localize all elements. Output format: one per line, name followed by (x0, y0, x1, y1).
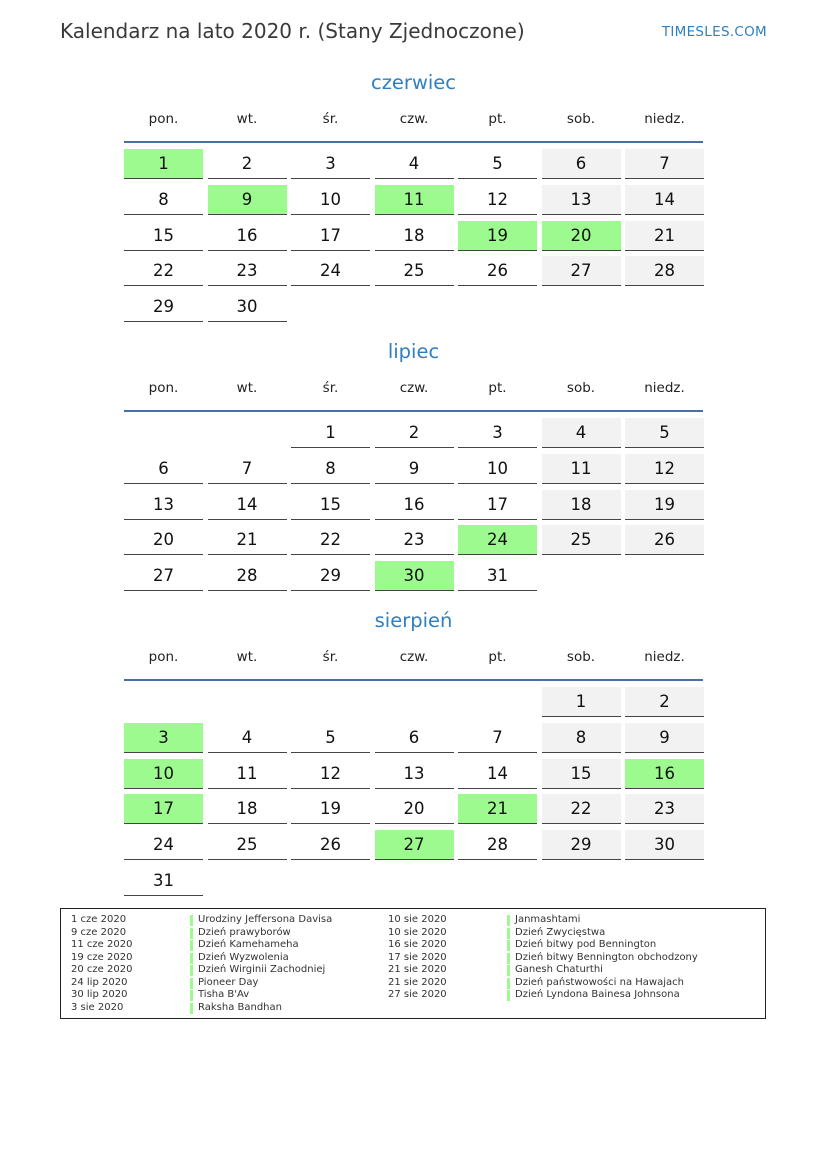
legend-color-marker (190, 978, 193, 989)
day-cell: 25 (375, 256, 454, 286)
holiday-day-cell: 27 (375, 830, 454, 860)
day-cell: 23 (625, 794, 704, 824)
day-cell: 28 (625, 256, 704, 286)
day-cell: 26 (291, 830, 370, 860)
weekday-label: pt. (488, 380, 507, 396)
weekday-label: niedz. (644, 380, 685, 396)
day-cell: 11 (542, 454, 621, 484)
weekday-label: pon. (148, 111, 179, 127)
legend-color-marker (190, 940, 193, 951)
day-cell: 20 (375, 794, 454, 824)
legend-color-marker (190, 928, 193, 939)
legend-date: 17 sie 2020 (388, 951, 447, 963)
brand-link[interactable]: TIMESLES.COM (661, 24, 767, 40)
legend-date: 11 cze 2020 (71, 939, 133, 950)
day-cell: 14 (625, 185, 704, 215)
day-cell: 14 (208, 490, 287, 520)
day-cell: 30 (625, 830, 704, 860)
legend-date: 10 sie 2020 (388, 926, 447, 938)
legend-holiday-name: Dzień Wirginii Zachodniej (198, 964, 326, 975)
day-cell: 27 (542, 256, 621, 286)
day-cell: 17 (458, 490, 537, 520)
day-cell: 22 (291, 525, 370, 555)
legend-holiday-name: Dzień Zwycięstwa (515, 926, 606, 938)
legend-holiday-name: Dzień bitwy Bennington obchodzony (515, 951, 698, 963)
day-cell: 24 (124, 830, 203, 860)
day-cell: 30 (208, 292, 287, 322)
page-title: Kalendarz na lato 2020 r. (Stany Zjednoczone) (60, 19, 525, 43)
legend-holiday-name: Dzień państwowości na Hawajach (515, 976, 684, 988)
day-cell: 29 (542, 830, 621, 860)
day-cell: 18 (542, 490, 621, 520)
day-cell: 17 (291, 221, 370, 251)
holiday-day-cell: 30 (375, 561, 454, 591)
weekday-header-row (124, 643, 703, 681)
legend-date: 24 lip 2020 (71, 976, 128, 988)
holiday-legend (60, 908, 766, 1019)
legend-holiday-name: Raksha Bandhan (198, 1001, 282, 1013)
weekday-label: niedz. (644, 111, 685, 127)
legend-color-marker (507, 965, 510, 976)
day-cell: 22 (542, 794, 621, 824)
legend-color-marker (507, 978, 510, 989)
legend-holiday-name: Dzień Kamehameha (198, 939, 299, 950)
day-cell: 12 (458, 185, 537, 215)
day-cell: 13 (542, 185, 621, 215)
weekday-label: pt. (488, 111, 507, 127)
day-cell: 11 (208, 759, 287, 789)
day-cell: 8 (124, 185, 203, 215)
legend-date: 19 cze 2020 (71, 951, 133, 963)
legend-date: 16 sie 2020 (388, 939, 447, 950)
day-cell: 19 (291, 794, 370, 824)
day-cell: 2 (625, 687, 704, 717)
day-cell: 9 (625, 723, 704, 753)
day-cell: 24 (291, 256, 370, 286)
day-cell: 27 (124, 561, 203, 591)
legend-holiday-name: Dzień Wyzwolenia (198, 951, 289, 963)
day-cell: 12 (625, 454, 704, 484)
holiday-day-cell: 20 (542, 221, 621, 251)
legend-color-marker (507, 953, 510, 964)
day-cell: 4 (375, 149, 454, 179)
day-cell: 25 (208, 830, 287, 860)
weekday-label: sob. (566, 111, 596, 127)
weekday-label: śr. (322, 649, 339, 665)
weekday-label: sob. (566, 649, 596, 665)
day-cell: 8 (291, 454, 370, 484)
weekday-label: sob. (566, 380, 596, 396)
legend-date: 21 sie 2020 (388, 976, 447, 988)
legend-holiday-name: Ganesh Chaturthi (515, 964, 603, 975)
day-cell: 3 (291, 149, 370, 179)
legend-holiday-name: Pioneer Day (198, 976, 259, 988)
day-cell: 21 (625, 221, 704, 251)
day-cell: 16 (375, 490, 454, 520)
weekday-label: wt. (236, 380, 258, 396)
day-cell: 26 (625, 525, 704, 555)
legend-color-marker (507, 940, 510, 951)
holiday-day-cell: 16 (625, 759, 704, 789)
day-cell: 18 (208, 794, 287, 824)
weekday-label: pt. (488, 649, 507, 665)
legend-date: 1 cze 2020 (71, 914, 127, 925)
holiday-day-cell: 10 (124, 759, 203, 789)
weekday-header-row (124, 374, 703, 412)
month-name: czerwiec (370, 71, 457, 94)
day-cell: 20 (124, 525, 203, 555)
day-cell: 4 (542, 418, 621, 448)
legend-holiday-name: Tisha B'Av (198, 989, 250, 1000)
legend-color-marker (190, 953, 193, 964)
holiday-day-cell: 19 (458, 221, 537, 251)
legend-date: 21 sie 2020 (388, 964, 447, 975)
legend-holiday-name: Dzień prawyborów (198, 926, 291, 938)
legend-date: 27 sie 2020 (388, 989, 447, 1000)
weekday-label: czw. (399, 380, 429, 396)
day-cell: 25 (542, 525, 621, 555)
legend-color-marker (190, 1003, 193, 1014)
day-cell: 6 (124, 454, 203, 484)
day-cell: 23 (208, 256, 287, 286)
day-cell: 28 (458, 830, 537, 860)
month-name: sierpień (374, 609, 453, 632)
day-cell: 8 (542, 723, 621, 753)
legend-date: 10 sie 2020 (388, 914, 447, 925)
legend-date: 20 cze 2020 (71, 964, 133, 975)
day-cell: 15 (542, 759, 621, 789)
day-cell: 7 (458, 723, 537, 753)
day-cell: 5 (458, 149, 537, 179)
day-cell: 6 (375, 723, 454, 753)
day-cell: 7 (208, 454, 287, 484)
weekday-label: czw. (399, 649, 429, 665)
holiday-day-cell: 3 (124, 723, 203, 753)
weekday-label: pon. (148, 649, 179, 665)
day-cell: 4 (208, 723, 287, 753)
day-cell: 12 (291, 759, 370, 789)
day-cell: 10 (291, 185, 370, 215)
day-cell: 23 (375, 525, 454, 555)
day-cell: 5 (291, 723, 370, 753)
day-cell: 2 (375, 418, 454, 448)
holiday-day-cell: 9 (208, 185, 287, 215)
day-cell: 9 (375, 454, 454, 484)
month-name: lipiec (387, 340, 440, 363)
month-block (124, 608, 703, 890)
day-cell: 2 (208, 149, 287, 179)
day-cell: 1 (542, 687, 621, 717)
day-cell: 29 (124, 292, 203, 322)
day-cell: 5 (625, 418, 704, 448)
weekday-label: niedz. (644, 649, 685, 665)
weekday-label: wt. (236, 111, 258, 127)
day-cell: 18 (375, 221, 454, 251)
legend-holiday-name: Dzień Lyndona Bainesa Johnsona (515, 989, 680, 1000)
day-cell: 13 (375, 759, 454, 789)
legend-date: 30 lip 2020 (71, 989, 128, 1000)
weekday-label: pon. (148, 380, 179, 396)
day-cell: 15 (291, 490, 370, 520)
legend-color-marker (190, 965, 193, 976)
legend-color-marker (507, 990, 510, 1001)
holiday-day-cell: 24 (458, 525, 537, 555)
day-cell: 10 (458, 454, 537, 484)
day-cell: 14 (458, 759, 537, 789)
day-cell: 29 (291, 561, 370, 591)
day-cell: 6 (542, 149, 621, 179)
day-cell: 16 (208, 221, 287, 251)
day-cell: 13 (124, 490, 203, 520)
legend-date: 3 sie 2020 (71, 1001, 124, 1013)
day-cell: 31 (458, 561, 537, 591)
day-cell: 26 (458, 256, 537, 286)
day-cell: 19 (625, 490, 704, 520)
day-cell: 1 (291, 418, 370, 448)
legend-holiday-name: Janmashtami (515, 914, 581, 925)
legend-holiday-name: Dzień bitwy pod Bennington (515, 939, 657, 950)
legend-color-marker (190, 915, 193, 926)
day-cell: 7 (625, 149, 704, 179)
legend-holiday-name: Urodziny Jeffersona Davisa (198, 914, 333, 925)
weekday-label: czw. (399, 111, 429, 127)
weekday-header-row (124, 105, 703, 143)
weekday-label: śr. (322, 380, 339, 396)
legend-color-marker (507, 928, 510, 939)
month-block (124, 70, 703, 317)
day-cell: 31 (124, 866, 203, 896)
legend-color-marker (507, 915, 510, 926)
day-cell: 15 (124, 221, 203, 251)
holiday-day-cell: 21 (458, 794, 537, 824)
month-block (124, 339, 703, 586)
day-cell: 28 (208, 561, 287, 591)
day-cell: 21 (208, 525, 287, 555)
legend-color-marker (190, 990, 193, 1001)
holiday-day-cell: 1 (124, 149, 203, 179)
weekday-label: śr. (322, 111, 339, 127)
holiday-day-cell: 11 (375, 185, 454, 215)
holiday-day-cell: 17 (124, 794, 203, 824)
weekday-label: wt. (236, 649, 258, 665)
day-cell: 3 (458, 418, 537, 448)
day-cell: 22 (124, 256, 203, 286)
legend-date: 9 cze 2020 (71, 926, 127, 938)
